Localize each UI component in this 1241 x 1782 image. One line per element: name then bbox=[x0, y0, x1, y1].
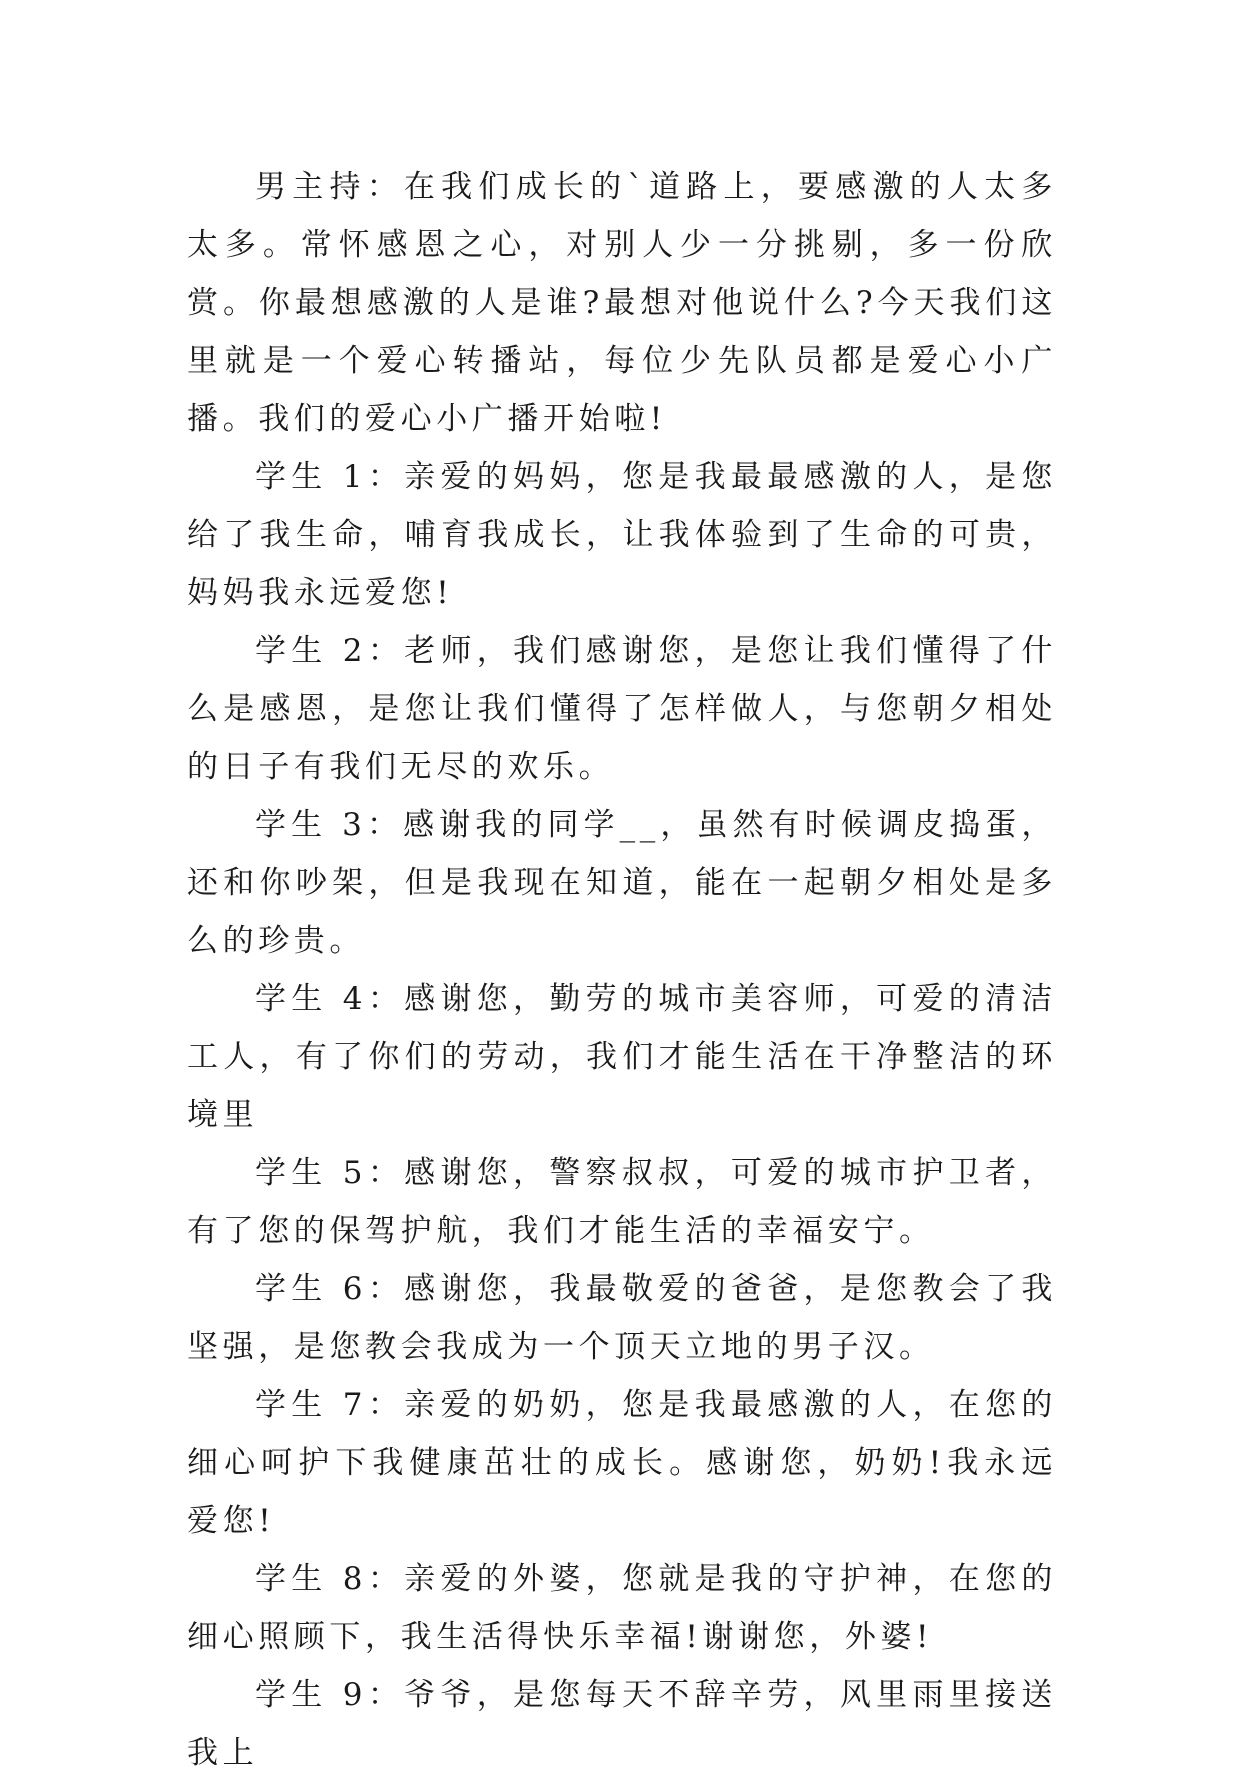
paragraph-student-5: 学生 5：感谢您，警察叔叔，可爱的城市护卫者，有了您的保驾护航，我们才能生活的幸福安宁。 bbox=[187, 1155, 1057, 1249]
paragraph-student-8: 学生 8：亲爱的外婆，您就是我的守护神，在您的细心照顾下，我生活得快乐幸福!谢谢您，外婆! bbox=[187, 1561, 1057, 1655]
paragraph-student-4: 学生 4：感谢您，勤劳的城市美容师，可爱的清洁工人，有了你们的劳动，我们才能生活在干净整洁的环境里 bbox=[187, 981, 1057, 1133]
paragraph-student-1: 学生 1：亲爱的妈妈，您是我最最感激的人，是您给了我生命，哺育我成长，让我体验到了生命的可贵，妈妈我永远爱您! bbox=[187, 459, 1057, 611]
paragraph-student-6: 学生 6：感谢您，我最敬爱的爸爸，是您教会了我坚强，是您教会我成为一个顶天立地的男子汉。 bbox=[187, 1271, 1057, 1365]
paragraph-student-7: 学生 7：亲爱的奶奶，您是我最感激的人，在您的细心呵护下我健康茁壮的成长。感谢您，奶奶!我永远爱您! bbox=[187, 1387, 1057, 1539]
paragraph-student-9: 学生 9：爷爷，是您每天不辞辛劳，风里雨里接送我上 bbox=[187, 1677, 1057, 1771]
paragraph-student-3: 学生 3：感谢我的同学__，虽然有时候调皮捣蛋，还和你吵架，但是我现在知道，能在一起朝夕相处是多么的珍贵。 bbox=[187, 807, 1057, 959]
paragraph-student-2: 学生 2：老师，我们感谢您，是您让我们懂得了什么是感恩，是您让我们懂得了怎样做人，与您朝夕相处的日子有我们无尽的欢乐。 bbox=[187, 633, 1057, 785]
paragraph-host-intro: 男主持：在我们成长的`道路上，要感激的人太多太多。常怀感恩之心，对别人少一分挑剔，多一份欣赏。你最想感激的人是谁?最想对他说什么?今天我们这里就是一个爱心转播站，每位少先队员都是爱心小广播。我们的爱心小广播开始啦! bbox=[187, 169, 1057, 437]
document-body bbox=[187, 158, 1057, 1782]
